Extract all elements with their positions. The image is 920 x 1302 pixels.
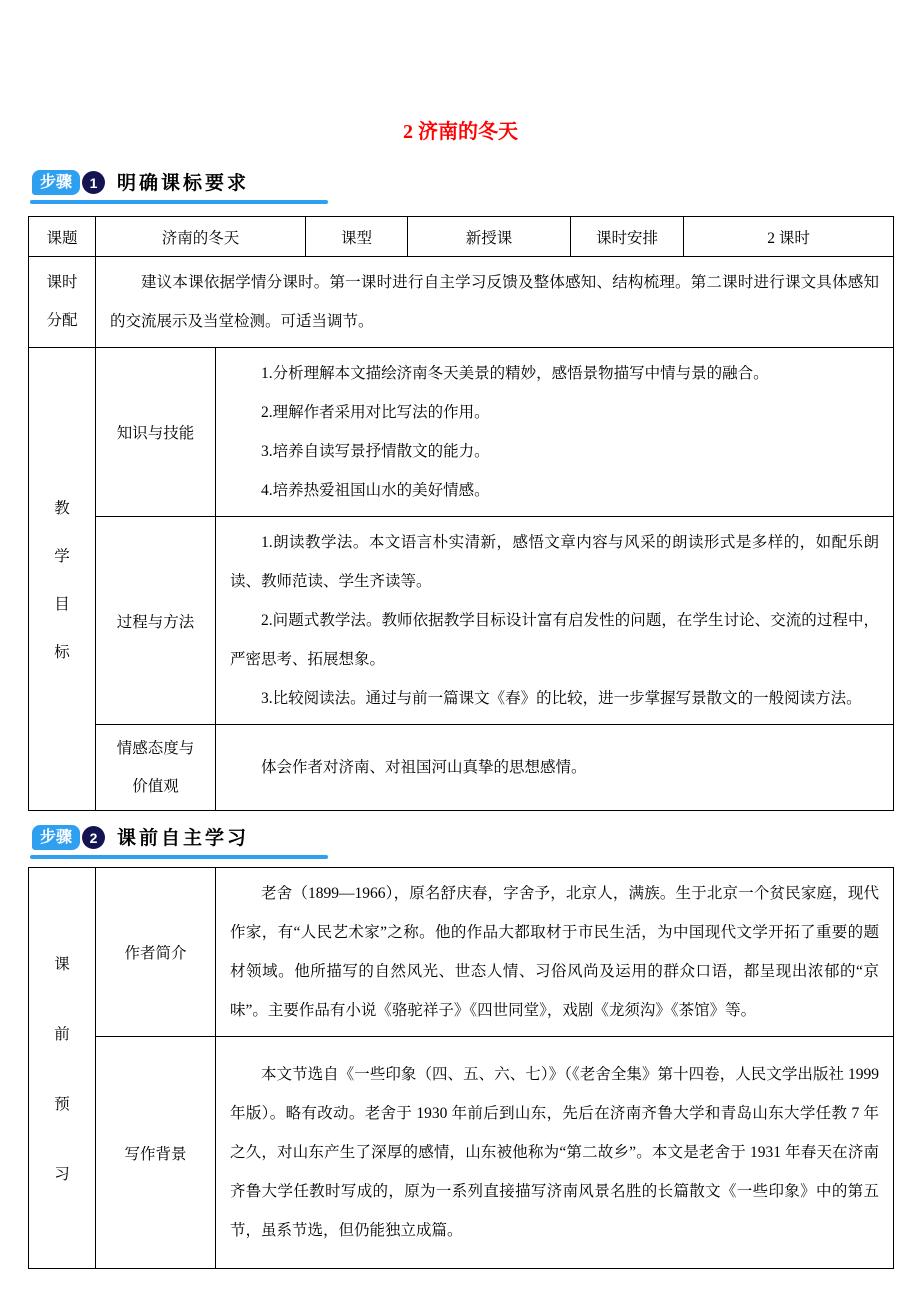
knowledge-skills-item-2: 2.理解作者采用对比写法的作用。 — [261, 404, 490, 421]
time-allocation-label-line2: 分配 — [46, 312, 78, 329]
cell-schedule-label: 课时安排 — [571, 217, 684, 257]
process-methods-item-3: 3.比较阅读法。通过与前一篇课文《春》的比较，进一步掌握写景散文的一般阅读方法。 — [261, 690, 862, 707]
cell-knowledge-skills-label: 知识与技能 — [96, 348, 216, 517]
teaching-goals-vertical-label — [29, 496, 95, 662]
knowledge-skills-item-4: 4.培养热爱祖国山水的美好情感。 — [261, 482, 490, 499]
table-row — [29, 725, 894, 811]
goals-char-2: 学 — [54, 548, 70, 565]
preview-vertical-label — [29, 952, 95, 1184]
cell-lesson-type-label: 课型 — [306, 217, 408, 257]
cell-topic-value: 济南的冬天 — [96, 217, 306, 257]
table-row — [29, 868, 894, 1037]
cell-emotion-values-content — [216, 725, 894, 811]
cell-author-content — [216, 868, 894, 1037]
table-row — [29, 217, 894, 257]
cell-lesson-type-value: 新授课 — [408, 217, 571, 257]
step2-underline — [30, 855, 328, 859]
cell-teaching-goals-label — [29, 348, 96, 811]
emotion-values-label-line2: 价值观 — [132, 777, 179, 795]
step1-number-badge: 1 — [82, 171, 105, 194]
step2-pill: 步骤 — [32, 825, 80, 850]
goals-char-3: 目 — [54, 596, 70, 613]
time-allocation-label-line1: 课时 — [46, 274, 78, 291]
cell-author-label: 作者简介 — [96, 868, 216, 1037]
time-allocation-text: 建议本课依据学情分课时。第一课时进行自主学习反馈及整体感知、结构梳理。第二课时进行课文具体感知的交流展示及当堂检测。可适当调节。 — [110, 274, 880, 330]
preview-char-1: 课 — [54, 956, 70, 973]
step1-title: 明确课标要求 — [117, 173, 250, 194]
step2-title: 课前自主学习 — [117, 828, 250, 849]
preview-char-3: 预 — [54, 1096, 70, 1113]
pre-class-study-table — [28, 867, 894, 1269]
emotion-values-label-line1: 情感态度与 — [116, 739, 195, 757]
process-methods-item-1: 1.朗读教学法。本文语言朴实清新，感悟文章内容与风采的朗读形式是多样的，如配乐朗读、教师范读、学生齐读等。 — [230, 534, 880, 590]
table-row — [29, 1037, 894, 1269]
curriculum-requirements-table — [28, 216, 894, 811]
step1-pill: 步骤 — [32, 170, 80, 195]
table-row — [29, 348, 894, 517]
cell-preview-label — [29, 868, 96, 1269]
cell-schedule-value: 2 课时 — [684, 217, 894, 257]
cell-process-methods-label: 过程与方法 — [96, 517, 216, 725]
goals-char-1: 教 — [54, 500, 70, 517]
step2-number-badge: 2 — [82, 826, 105, 849]
cell-time-allocation-label — [29, 257, 96, 348]
process-methods-item-2: 2.问题式教学法。教师依据教学目标设计富有启发性的问题，在学生讨论、交流的过程中，严密思考、拓展想象。 — [230, 612, 880, 668]
preview-char-4: 习 — [54, 1166, 70, 1183]
cell-topic-label: 课题 — [29, 217, 96, 257]
table-row — [29, 517, 894, 725]
cell-background-content — [216, 1037, 894, 1269]
cell-time-allocation-content — [96, 257, 894, 348]
knowledge-skills-item-1: 1.分析理解本文描绘济南冬天美景的精妙，感悟景物描写中情与景的融合。 — [261, 365, 769, 382]
cell-background-label: 写作背景 — [96, 1037, 216, 1269]
step1-underline — [30, 200, 328, 204]
cell-process-methods-content — [216, 517, 894, 725]
doc-title: 2 济南的冬天 — [403, 121, 518, 143]
step2-banner — [28, 825, 893, 859]
cell-emotion-values-label — [96, 725, 216, 811]
step1-banner — [28, 170, 893, 204]
writing-background-text: 本文节选自《一些印象（四、五、六、七）》（《老舍全集》第十四卷，人民文学出版社 1999 年版）。略有改动。老舍于 1930 年前后到山东，先后在济南齐鲁大学和青岛山东大学任教 7 年之久，对山东产生了深厚的感情，山东被他称为“第二故乡”。本文是老舍于 1931 年春天在济南齐鲁大学任教时写成的，原为一系列直接描写济南风景名胜的长篇散文《一些印象》中的第五节，虽系节选，但仍能独立成篇。 — [230, 1066, 879, 1239]
preview-char-2: 前 — [54, 1026, 70, 1043]
table-row — [29, 257, 894, 348]
emotion-values-text: 体会作者对济南、对祖国河山真挚的思想感情。 — [261, 759, 587, 776]
goals-char-4: 标 — [54, 644, 70, 661]
author-intro-text: 老舍（1899—1966），原名舒庆春，字舍予，北京人，满族。生于北京一个贫民家庭，现代作家，有“人民艺术家”之称。他的作品大都取材于市民生活，为中国现代文学开拓了重要的题材领域。他所描写的自然风光、世态人情、习俗风尚及运用的群众口语，都呈现出浓郁的“京味”。主要作品有小说《骆驼祥子》《四世同堂》，戏剧《龙须沟》《茶馆》等。 — [230, 885, 879, 1019]
cell-knowledge-skills-content — [216, 348, 894, 517]
knowledge-skills-item-3: 3.培养自读写景抒情散文的能力。 — [261, 443, 490, 460]
